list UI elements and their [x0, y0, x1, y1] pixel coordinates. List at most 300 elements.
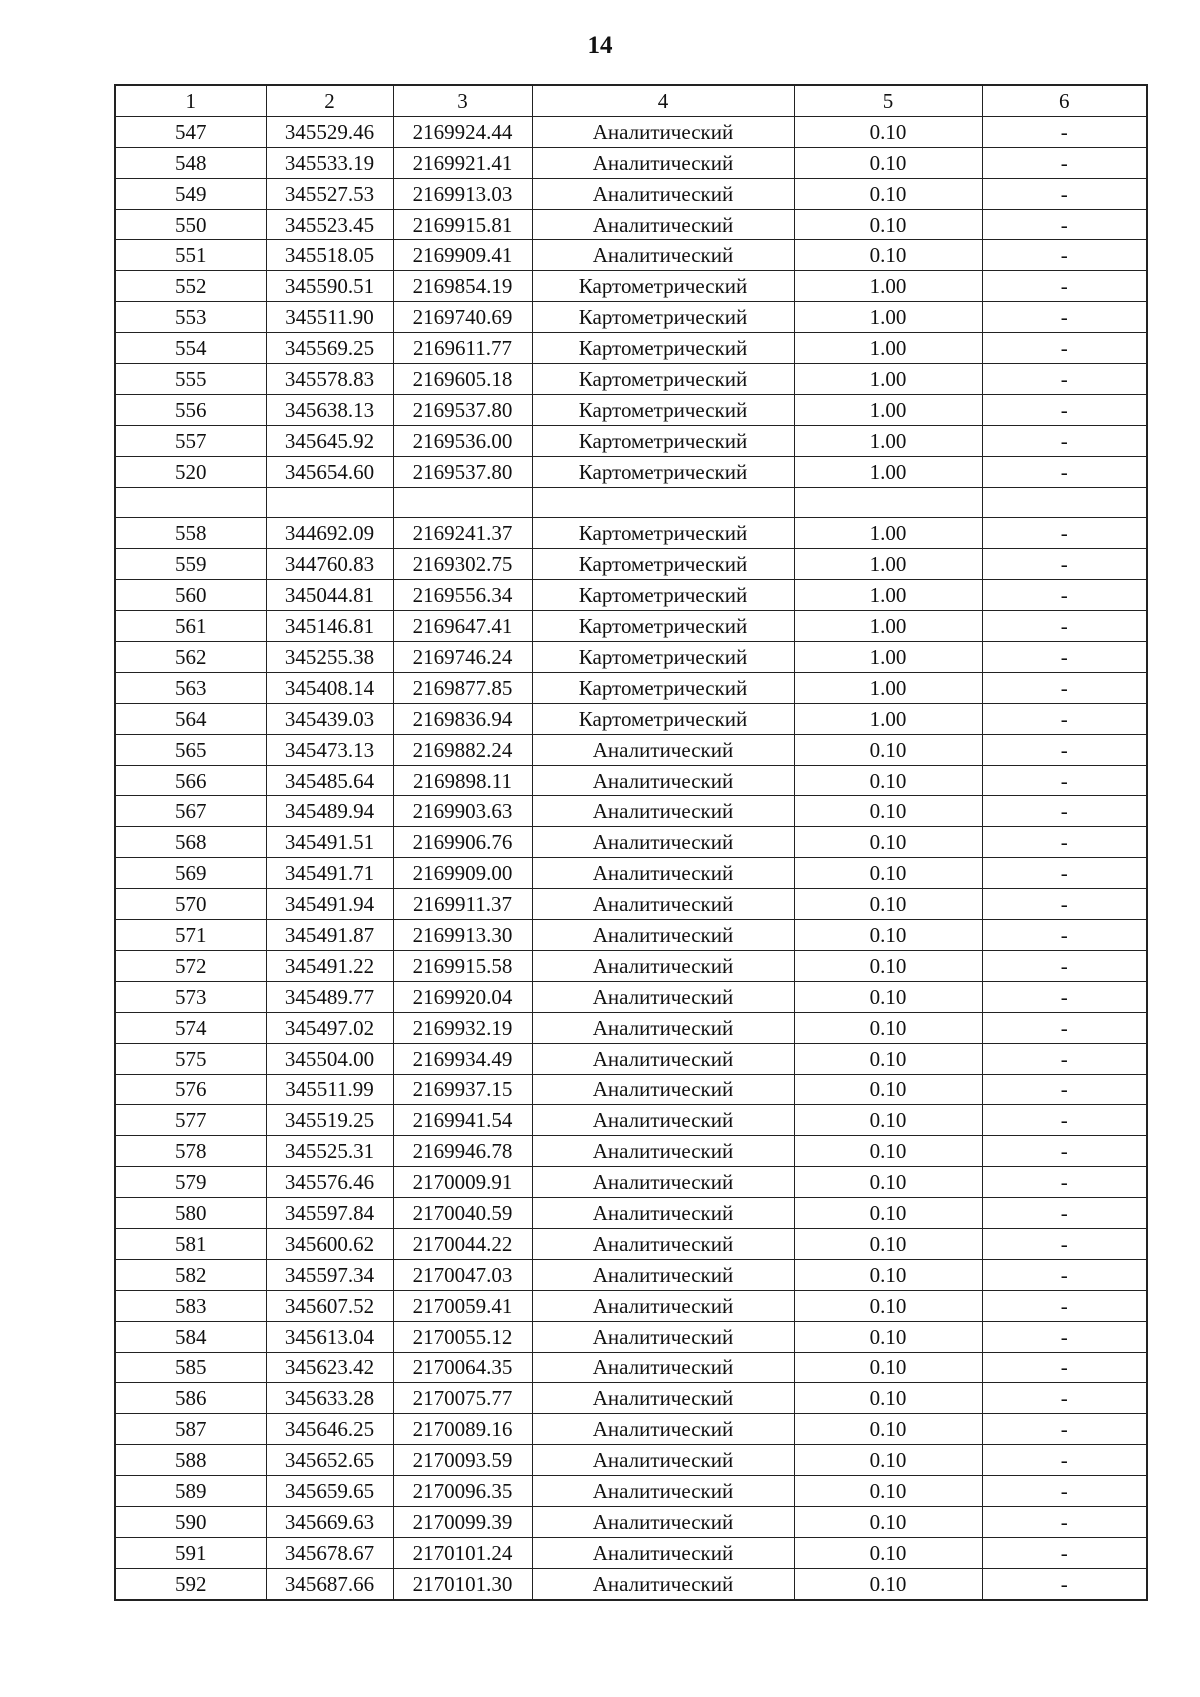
table-row	[115, 1074, 1147, 1105]
x-coordinate-cell: 345645.92	[266, 425, 393, 456]
x-coordinate-cell: 345491.71	[266, 858, 393, 889]
y-coordinate-cell: 2170075.77	[393, 1383, 532, 1414]
accuracy-cell: 1.00	[794, 549, 982, 580]
table-row	[115, 765, 1147, 796]
accuracy-cell: 1.00	[794, 642, 982, 673]
method-cell: Картометрический	[532, 364, 794, 395]
accuracy-cell: 0.10	[794, 1476, 982, 1507]
table-row	[115, 672, 1147, 703]
accuracy-cell: 0.10	[794, 981, 982, 1012]
y-coordinate-cell: 2169836.94	[393, 703, 532, 734]
note-cell: -	[982, 981, 1147, 1012]
point-number-cell: 574	[115, 1012, 266, 1043]
note-cell: -	[982, 1414, 1147, 1445]
accuracy-cell: 1.00	[794, 672, 982, 703]
method-cell: Картометрический	[532, 642, 794, 673]
x-coordinate-cell: 344692.09	[266, 518, 393, 549]
method-cell: Аналитический	[532, 1198, 794, 1229]
method-cell: Аналитический	[532, 209, 794, 240]
point-number-cell: 557	[115, 425, 266, 456]
table-row	[115, 796, 1147, 827]
column-header-5: 5	[794, 85, 982, 116]
point-number-cell: 581	[115, 1228, 266, 1259]
y-coordinate-cell: 2169915.81	[393, 209, 532, 240]
table-row	[115, 1290, 1147, 1321]
point-number-cell: 586	[115, 1383, 266, 1414]
y-coordinate-cell: 2170093.59	[393, 1445, 532, 1476]
method-cell: Аналитический	[532, 147, 794, 178]
note-cell: -	[982, 518, 1147, 549]
note-cell: -	[982, 858, 1147, 889]
method-cell: Аналитический	[532, 178, 794, 209]
x-coordinate-cell: 345527.53	[266, 178, 393, 209]
table-row	[115, 240, 1147, 271]
y-coordinate-cell: 2170059.41	[393, 1290, 532, 1321]
x-coordinate-cell: 345654.60	[266, 456, 393, 487]
note-cell	[982, 487, 1147, 518]
x-coordinate-cell: 345638.13	[266, 394, 393, 425]
note-cell: -	[982, 549, 1147, 580]
coordinates-table	[114, 84, 1148, 1601]
y-coordinate-cell: 2169934.49	[393, 1043, 532, 1074]
accuracy-cell: 1.00	[794, 425, 982, 456]
method-cell: Картометрический	[532, 333, 794, 364]
note-cell: -	[982, 333, 1147, 364]
accuracy-cell: 0.10	[794, 1414, 982, 1445]
y-coordinate-cell: 2169920.04	[393, 981, 532, 1012]
point-number-cell: 573	[115, 981, 266, 1012]
note-cell: -	[982, 1476, 1147, 1507]
point-number-cell: 580	[115, 1198, 266, 1229]
accuracy-cell: 0.10	[794, 209, 982, 240]
method-cell: Аналитический	[532, 1259, 794, 1290]
note-cell: -	[982, 116, 1147, 147]
accuracy-cell: 0.10	[794, 116, 982, 147]
note-cell: -	[982, 611, 1147, 642]
y-coordinate-cell: 2170009.91	[393, 1167, 532, 1198]
method-cell: Картометрический	[532, 518, 794, 549]
method-cell: Аналитический	[532, 1012, 794, 1043]
point-number-cell: 561	[115, 611, 266, 642]
y-coordinate-cell: 2169605.18	[393, 364, 532, 395]
x-coordinate-cell: 345525.31	[266, 1136, 393, 1167]
method-cell: Картометрический	[532, 394, 794, 425]
accuracy-cell: 0.10	[794, 796, 982, 827]
table-row	[115, 116, 1147, 147]
note-cell: -	[982, 827, 1147, 858]
column-header-4: 4	[532, 85, 794, 116]
note-cell: -	[982, 147, 1147, 178]
accuracy-cell: 0.10	[794, 1259, 982, 1290]
y-coordinate-cell: 2169909.41	[393, 240, 532, 271]
column-header-3: 3	[393, 85, 532, 116]
table-row	[115, 178, 1147, 209]
accuracy-cell: 0.10	[794, 920, 982, 951]
y-coordinate-cell: 2170101.30	[393, 1568, 532, 1599]
point-number-cell: 576	[115, 1074, 266, 1105]
y-coordinate-cell: 2169941.54	[393, 1105, 532, 1136]
method-cell: Аналитический	[532, 858, 794, 889]
point-number-cell: 577	[115, 1105, 266, 1136]
table-row	[115, 920, 1147, 951]
point-number-cell: 551	[115, 240, 266, 271]
note-cell: -	[982, 1012, 1147, 1043]
y-coordinate-cell: 2169909.00	[393, 858, 532, 889]
accuracy-cell: 0.10	[794, 178, 982, 209]
point-number-cell: 553	[115, 302, 266, 333]
note-cell: -	[982, 1445, 1147, 1476]
note-cell: -	[982, 672, 1147, 703]
point-number-cell: 592	[115, 1568, 266, 1599]
method-cell	[532, 487, 794, 518]
y-coordinate-cell: 2169746.24	[393, 642, 532, 673]
y-coordinate-cell: 2169921.41	[393, 147, 532, 178]
method-cell: Картометрический	[532, 549, 794, 580]
x-coordinate-cell: 344760.83	[266, 549, 393, 580]
note-cell: -	[982, 734, 1147, 765]
x-coordinate-cell: 345687.66	[266, 1568, 393, 1599]
point-number-cell: 554	[115, 333, 266, 364]
point-number-cell: 548	[115, 147, 266, 178]
method-cell: Аналитический	[532, 240, 794, 271]
accuracy-cell: 0.10	[794, 858, 982, 889]
point-number-cell: 520	[115, 456, 266, 487]
method-cell: Аналитический	[532, 1228, 794, 1259]
y-coordinate-cell: 2169611.77	[393, 333, 532, 364]
note-cell: -	[982, 1506, 1147, 1537]
note-cell: -	[982, 642, 1147, 673]
x-coordinate-cell: 345255.38	[266, 642, 393, 673]
header-row	[115, 85, 1147, 116]
point-number-cell: 572	[115, 950, 266, 981]
note-cell: -	[982, 1383, 1147, 1414]
table-row	[115, 1198, 1147, 1229]
table-row	[115, 518, 1147, 549]
accuracy-cell: 0.10	[794, 1136, 982, 1167]
accuracy-cell: 1.00	[794, 364, 982, 395]
accuracy-cell: 1.00	[794, 518, 982, 549]
method-cell: Аналитический	[532, 1105, 794, 1136]
table-row	[115, 209, 1147, 240]
method-cell: Аналитический	[532, 1074, 794, 1105]
y-coordinate-cell	[393, 487, 532, 518]
x-coordinate-cell: 345600.62	[266, 1228, 393, 1259]
note-cell: -	[982, 1352, 1147, 1383]
note-cell: -	[982, 1167, 1147, 1198]
table-row	[115, 611, 1147, 642]
x-coordinate-cell: 345678.67	[266, 1537, 393, 1568]
method-cell: Аналитический	[532, 1568, 794, 1599]
accuracy-cell: 0.10	[794, 950, 982, 981]
accuracy-cell: 0.10	[794, 1290, 982, 1321]
note-cell: -	[982, 456, 1147, 487]
note-cell: -	[982, 703, 1147, 734]
note-cell: -	[982, 1537, 1147, 1568]
method-cell: Аналитический	[532, 1414, 794, 1445]
column-header-6: 6	[982, 85, 1147, 116]
accuracy-cell: 1.00	[794, 456, 982, 487]
table-row	[115, 1568, 1147, 1599]
table-row	[115, 333, 1147, 364]
y-coordinate-cell: 2170099.39	[393, 1506, 532, 1537]
accuracy-cell: 1.00	[794, 703, 982, 734]
accuracy-cell: 0.10	[794, 889, 982, 920]
point-number-cell: 549	[115, 178, 266, 209]
accuracy-cell: 0.10	[794, 1043, 982, 1074]
accuracy-cell: 0.10	[794, 147, 982, 178]
method-cell: Картометрический	[532, 302, 794, 333]
note-cell: -	[982, 271, 1147, 302]
table-row	[115, 425, 1147, 456]
point-number-cell: 571	[115, 920, 266, 951]
y-coordinate-cell: 2169537.80	[393, 456, 532, 487]
x-coordinate-cell: 345489.77	[266, 981, 393, 1012]
method-cell: Аналитический	[532, 1476, 794, 1507]
table-row	[115, 271, 1147, 302]
point-number-cell: 585	[115, 1352, 266, 1383]
y-coordinate-cell: 2169932.19	[393, 1012, 532, 1043]
method-cell: Картометрический	[532, 425, 794, 456]
note-cell: -	[982, 1290, 1147, 1321]
x-coordinate-cell: 345519.25	[266, 1105, 393, 1136]
point-number-cell: 552	[115, 271, 266, 302]
accuracy-cell: 1.00	[794, 271, 982, 302]
x-coordinate-cell: 345590.51	[266, 271, 393, 302]
x-coordinate-cell: 345576.46	[266, 1167, 393, 1198]
method-cell: Аналитический	[532, 1352, 794, 1383]
y-coordinate-cell: 2169911.37	[393, 889, 532, 920]
x-coordinate-cell: 345646.25	[266, 1414, 393, 1445]
y-coordinate-cell: 2170040.59	[393, 1198, 532, 1229]
y-coordinate-cell: 2169946.78	[393, 1136, 532, 1167]
accuracy-cell: 0.10	[794, 1321, 982, 1352]
table-row	[115, 1228, 1147, 1259]
note-cell: -	[982, 1228, 1147, 1259]
method-cell: Аналитический	[532, 1506, 794, 1537]
x-coordinate-cell	[266, 487, 393, 518]
table-row	[115, 1352, 1147, 1383]
table-row	[115, 703, 1147, 734]
method-cell: Аналитический	[532, 765, 794, 796]
note-cell: -	[982, 580, 1147, 611]
y-coordinate-cell: 2169537.80	[393, 394, 532, 425]
x-coordinate-cell: 345659.65	[266, 1476, 393, 1507]
point-number-cell: 578	[115, 1136, 266, 1167]
y-coordinate-cell: 2169906.76	[393, 827, 532, 858]
page-number: 14	[587, 32, 613, 59]
point-number-cell: 567	[115, 796, 266, 827]
point-number-cell: 568	[115, 827, 266, 858]
note-cell: -	[982, 364, 1147, 395]
table-row	[115, 1012, 1147, 1043]
table-row	[115, 1105, 1147, 1136]
accuracy-cell: 1.00	[794, 333, 982, 364]
column-header-2: 2	[266, 85, 393, 116]
note-cell: -	[982, 178, 1147, 209]
note-cell: -	[982, 920, 1147, 951]
point-number-cell: 550	[115, 209, 266, 240]
accuracy-cell: 0.10	[794, 1228, 982, 1259]
method-cell: Аналитический	[532, 116, 794, 147]
point-number-cell: 563	[115, 672, 266, 703]
point-number-cell: 562	[115, 642, 266, 673]
table-row	[115, 1321, 1147, 1352]
point-number-cell: 566	[115, 765, 266, 796]
table-row	[115, 642, 1147, 673]
method-cell: Аналитический	[532, 1383, 794, 1414]
point-number-cell: 575	[115, 1043, 266, 1074]
table-row	[115, 1537, 1147, 1568]
table-row	[115, 1445, 1147, 1476]
y-coordinate-cell: 2169877.85	[393, 672, 532, 703]
note-cell: -	[982, 240, 1147, 271]
table-row	[115, 1259, 1147, 1290]
table-row	[115, 858, 1147, 889]
accuracy-cell: 0.10	[794, 827, 982, 858]
x-coordinate-cell: 345597.34	[266, 1259, 393, 1290]
y-coordinate-cell: 2169556.34	[393, 580, 532, 611]
point-number-cell: 559	[115, 549, 266, 580]
note-cell: -	[982, 1043, 1147, 1074]
x-coordinate-cell: 345485.64	[266, 765, 393, 796]
point-number-cell: 583	[115, 1290, 266, 1321]
accuracy-cell: 0.10	[794, 1167, 982, 1198]
table-row	[115, 950, 1147, 981]
x-coordinate-cell: 345408.14	[266, 672, 393, 703]
x-coordinate-cell: 345504.00	[266, 1043, 393, 1074]
x-coordinate-cell: 345491.87	[266, 920, 393, 951]
table-row	[115, 302, 1147, 333]
method-cell: Аналитический	[532, 1445, 794, 1476]
accuracy-cell: 0.10	[794, 734, 982, 765]
point-number-cell	[115, 487, 266, 518]
table-row	[115, 827, 1147, 858]
point-number-cell: 556	[115, 394, 266, 425]
y-coordinate-cell: 2170101.24	[393, 1537, 532, 1568]
method-cell: Аналитический	[532, 734, 794, 765]
method-cell: Картометрический	[532, 580, 794, 611]
table-row	[115, 1383, 1147, 1414]
table-row	[115, 147, 1147, 178]
table-row	[115, 1476, 1147, 1507]
table-row	[115, 1414, 1147, 1445]
accuracy-cell: 0.10	[794, 1198, 982, 1229]
accuracy-cell: 0.10	[794, 765, 982, 796]
x-coordinate-cell: 345491.22	[266, 950, 393, 981]
accuracy-cell	[794, 487, 982, 518]
point-number-cell: 558	[115, 518, 266, 549]
x-coordinate-cell: 345439.03	[266, 703, 393, 734]
accuracy-cell: 0.10	[794, 1012, 982, 1043]
x-coordinate-cell: 345511.90	[266, 302, 393, 333]
point-number-cell: 560	[115, 580, 266, 611]
y-coordinate-cell: 2169241.37	[393, 518, 532, 549]
note-cell: -	[982, 889, 1147, 920]
method-cell: Аналитический	[532, 1321, 794, 1352]
point-number-cell: 570	[115, 889, 266, 920]
x-coordinate-cell: 345491.94	[266, 889, 393, 920]
method-cell: Картометрический	[532, 456, 794, 487]
y-coordinate-cell: 2169302.75	[393, 549, 532, 580]
y-coordinate-cell: 2170096.35	[393, 1476, 532, 1507]
method-cell: Аналитический	[532, 827, 794, 858]
accuracy-cell: 0.10	[794, 1506, 982, 1537]
method-cell: Аналитический	[532, 1167, 794, 1198]
point-number-cell: 564	[115, 703, 266, 734]
point-number-cell: 579	[115, 1167, 266, 1198]
y-coordinate-cell: 2169882.24	[393, 734, 532, 765]
x-coordinate-cell: 345473.13	[266, 734, 393, 765]
x-coordinate-cell: 345511.99	[266, 1074, 393, 1105]
table-row	[115, 734, 1147, 765]
method-cell: Картометрический	[532, 703, 794, 734]
y-coordinate-cell: 2170047.03	[393, 1259, 532, 1290]
accuracy-cell: 0.10	[794, 1568, 982, 1599]
accuracy-cell: 0.10	[794, 1383, 982, 1414]
table-row	[115, 394, 1147, 425]
y-coordinate-cell: 2169924.44	[393, 116, 532, 147]
note-cell: -	[982, 1321, 1147, 1352]
y-coordinate-cell: 2170055.12	[393, 1321, 532, 1352]
y-coordinate-cell: 2170044.22	[393, 1228, 532, 1259]
note-cell: -	[982, 1568, 1147, 1599]
accuracy-cell: 0.10	[794, 1352, 982, 1383]
accuracy-cell: 1.00	[794, 580, 982, 611]
accuracy-cell: 0.10	[794, 1445, 982, 1476]
note-cell: -	[982, 1105, 1147, 1136]
point-number-cell: 569	[115, 858, 266, 889]
column-header-1: 1	[115, 85, 266, 116]
x-coordinate-cell: 345529.46	[266, 116, 393, 147]
note-cell: -	[982, 796, 1147, 827]
note-cell: -	[982, 209, 1147, 240]
point-number-cell: 587	[115, 1414, 266, 1445]
y-coordinate-cell: 2169740.69	[393, 302, 532, 333]
table-row	[115, 981, 1147, 1012]
method-cell: Аналитический	[532, 950, 794, 981]
accuracy-cell: 0.10	[794, 1537, 982, 1568]
accuracy-cell: 0.10	[794, 240, 982, 271]
x-coordinate-cell: 345623.42	[266, 1352, 393, 1383]
y-coordinate-cell: 2169913.30	[393, 920, 532, 951]
method-cell: Картометрический	[532, 271, 794, 302]
accuracy-cell: 1.00	[794, 394, 982, 425]
table-row	[115, 456, 1147, 487]
point-number-cell: 547	[115, 116, 266, 147]
note-cell: -	[982, 302, 1147, 333]
y-coordinate-cell: 2170064.35	[393, 1352, 532, 1383]
table-row	[115, 580, 1147, 611]
x-coordinate-cell: 345597.84	[266, 1198, 393, 1229]
y-coordinate-cell: 2169647.41	[393, 611, 532, 642]
accuracy-cell: 0.10	[794, 1074, 982, 1105]
point-number-cell: 589	[115, 1476, 266, 1507]
note-cell: -	[982, 1136, 1147, 1167]
y-coordinate-cell: 2169898.11	[393, 765, 532, 796]
table-row	[115, 487, 1147, 518]
y-coordinate-cell: 2169536.00	[393, 425, 532, 456]
table-row	[115, 1043, 1147, 1074]
y-coordinate-cell: 2169937.15	[393, 1074, 532, 1105]
method-cell: Аналитический	[532, 1290, 794, 1321]
y-coordinate-cell: 2169903.63	[393, 796, 532, 827]
method-cell: Аналитический	[532, 1537, 794, 1568]
note-cell: -	[982, 425, 1147, 456]
point-number-cell: 584	[115, 1321, 266, 1352]
x-coordinate-cell: 345497.02	[266, 1012, 393, 1043]
point-number-cell: 591	[115, 1537, 266, 1568]
x-coordinate-cell: 345491.51	[266, 827, 393, 858]
